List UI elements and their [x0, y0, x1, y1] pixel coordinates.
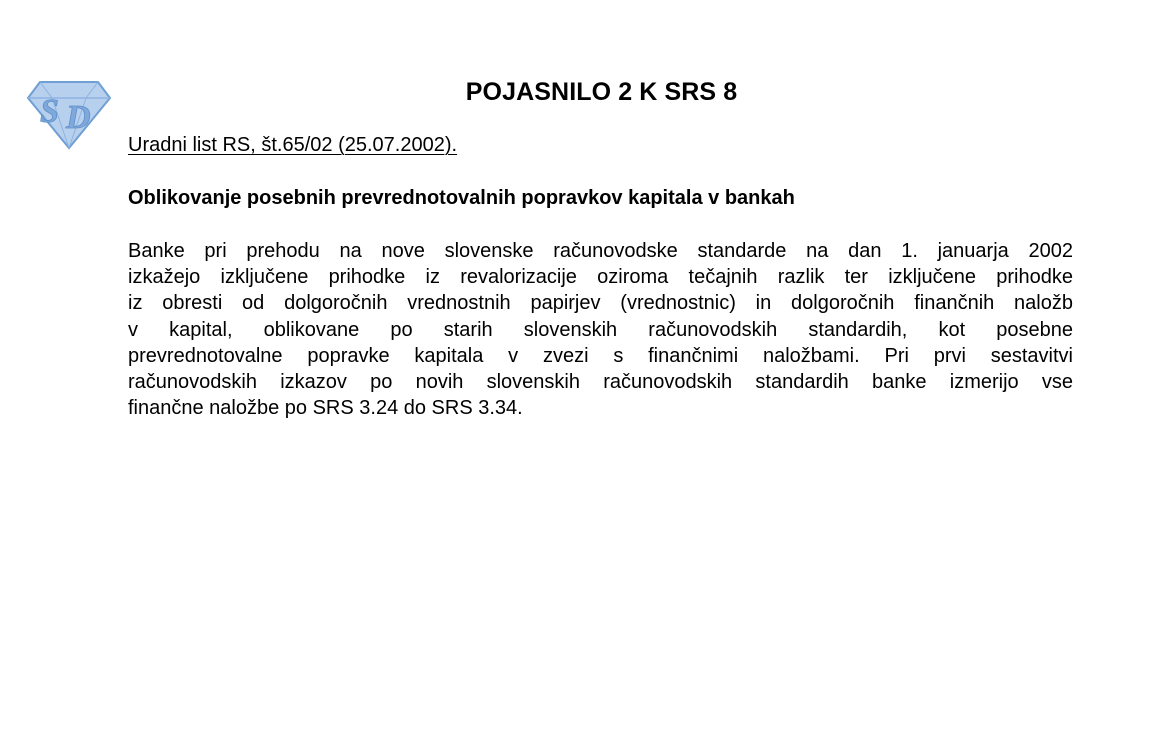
body-line: prevrednotovalne popravke kapitala v zvezi s finančnimi naložbami. Pri prvi sestavitvi — [128, 344, 1073, 367]
svg-text:D: D — [66, 99, 91, 136]
source-reference-link[interactable]: Uradni list RS, št.65/02 (25.07.2002). — [128, 134, 458, 156]
document-title: POJASNILO 2 K SRS 8 — [465, 78, 738, 106]
body-line: finančne naložbe po SRS 3.24 do SRS 3.34. — [128, 397, 523, 420]
body-line: računovodskih izkazov po novih slovenskih računovodskih standardih banke izmerijo vse — [128, 371, 1073, 394]
document-subtitle: Oblikovanje posebnih prevrednotovalnih popravkov kapitala v bankah — [128, 187, 795, 209]
body-line: v kapital, oblikovane po starih slovenskih računovodskih standardih, kot posebne — [128, 318, 1073, 341]
body-line: izkažejo izključene prihodke iz revalorizacije oziroma tečajnih razlik ter izključene prihodke — [128, 266, 1073, 289]
svg-text:S: S — [40, 93, 59, 130]
body-paragraph — [128, 238, 1073, 421]
body-line: Banke pri prehodu na nove slovenske računovodske standarde na dan 1. januarja 2002 — [128, 240, 1073, 262]
body-line: iz obresti od dolgoročnih vrednostnih papirjev (vrednostnic) in dolgoročnih finančnih naložb — [128, 292, 1073, 315]
